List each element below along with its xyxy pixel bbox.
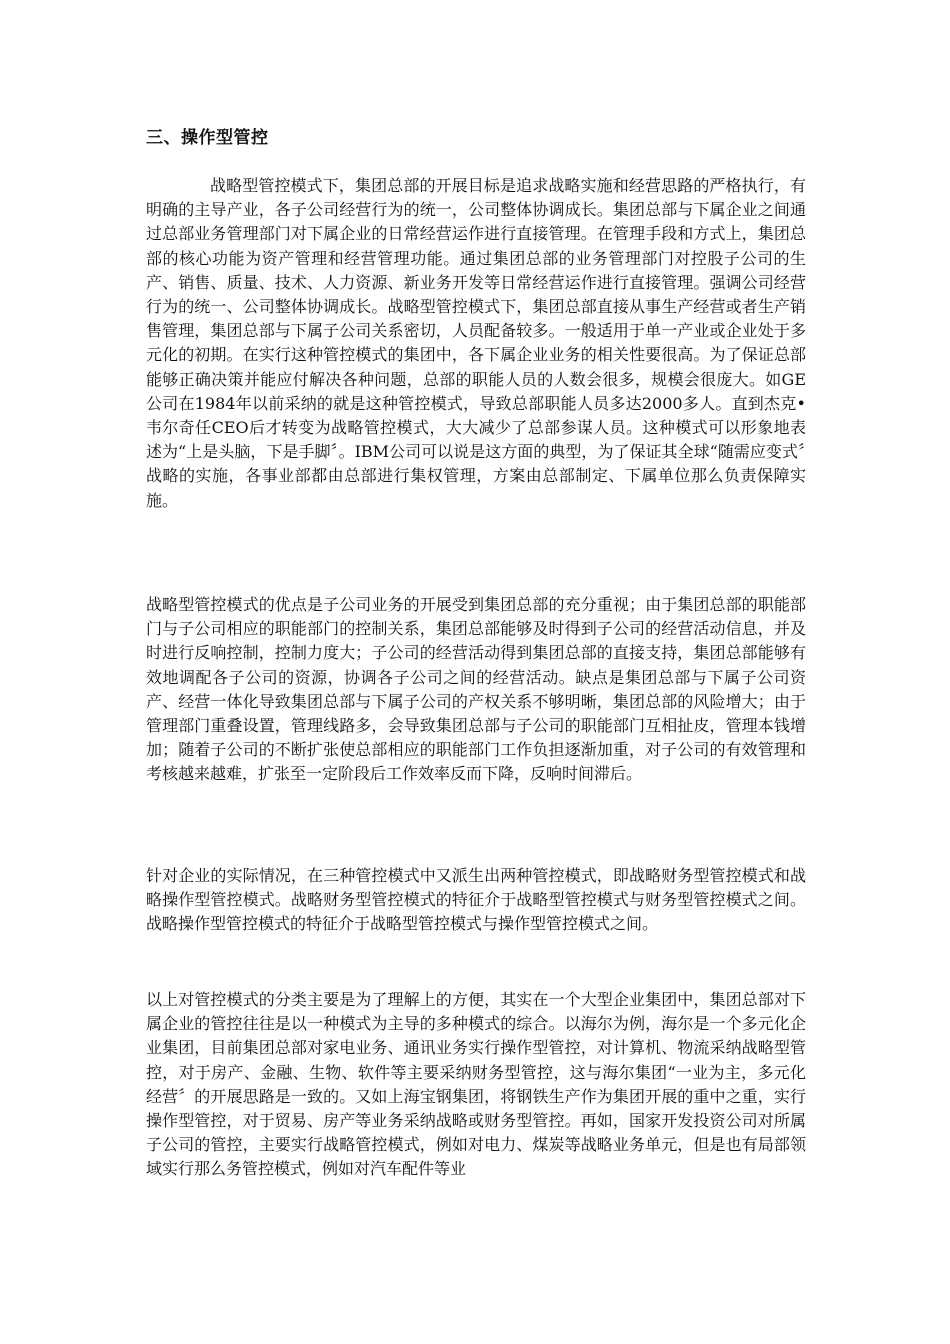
paragraph-strategic-control-overview: 战略型管控模式下，集团总部的开展目标是追求战略实施和经营思路的严格执行，有明确的主导产业，各子公司经营行为的统一，公司整体协调成长。集团总部与下属企业之间通过总部业务管理部门对下属企业的日常经营运作进行直接管理。在管理手段和方式上，集团总部的核心功能为资产管理和经营管理功能。通过集团总部的业务管理部门对控股子公司的生产、销售、质量、技术、人力资源、新业务开发等日常经营运作进行直接管理。强调公司经营行为的统一、公司整体协调成长。战略型管控模式下，集团总部直接从事生产经营或者生产销售管理，集团总部与下属子公司关系密切，人员配备较多。一般适用于单一产业或企业处于多元化的初期。在实行这种管控模式的集团中，各下属企业业务的相关性要很高。为了保证总部能够正确决策并能应付解决各种问题，总部的职能人员的人数会很多，规模会很庞大。如GE公司在1984年以前采纳的就是这种管控模式，导致总部职能人员多达2000多人。直到杰克•韦尔奇任CEO后才转变为战略管控模式，大大减少了总部参谋人员。这种模式可以形象地表述为“上是头脑，下是手脚〞。IBM公司可以说是这方面的典型，为了保证其全球“随需应变式〞战略的实施，各事业部都由总部进行集权管理，方案由总部制定、下属单位那么负责保障实施。	[146, 176, 806, 510]
paragraph-mixed-mode-examples: 以上对管控模式的分类主要是为了理解上的方便，其实在一个大型企业集团中，集团总部对下属企业的管控往往是以一种模式为主导的多种模式的综合。以海尔为例，海尔是一个多元化企业集团，目前集团总部对家电业务、通讯业务实行操作型管控，对计算机、物流采纳战略型管控，对于房产、金融、生物、软件等主要采纳财务型管控，这与海尔集团“一业为主，多元化经营〞的开展思路是一致的。又如上海宝钢集团，将钢铁生产作为集团开展的重中之重，实行操作型管控，对于贸易、房产等业务采纳战略或财务型管控。再如，国家开发投资公司对所属子公司的管控，主要实行战略管控模式，例如对电力、煤炭等战略业务单元，但是也有局部领域实行那么务管控模式，例如对汽车配件等业	[146, 990, 806, 1179]
paragraph-pros-and-cons: 战略型管控模式的优点是子公司业务的开展受到集团总部的充分重视；由于集团总部的职能部门与子公司相应的职能部门的控制关系，集团总部能够及时得到子公司的经营活动信息，并及时进行反响控制，控制力度大；子公司的经营活动得到集团总部的直接支持，集团总部能够有效地调配各子公司的资源，协调各子公司之间的经营活动。缺点是集团总部与下属子公司资产、经营一体化导致集团总部与下属子公司的产权关系不够明晰，集团总部的风险增大；由于管理部门重叠设置，管理线路多，会导致集团总部与子公司的职能部门互相扯皮，管理本钱增加；随着子公司的不断扩张使总部相应的职能部门工作负担逐渐加重，对子公司的有效管理和考核越来越难，扩张至一定阶段后工作效率反而下降，反响时间滞后。	[146, 595, 806, 784]
paragraph-derived-modes: 针对企业的实际情况，在三种管控模式中又派生出两种管控模式，即战略财务型管控模式和战略操作型管控模式。战略财务型管控模式的特征介于战略型管控模式与财务型管控模式之间。战略操作型管控模式的特征介于战略型管控模式与操作型管控模式之间。	[146, 866, 806, 934]
section-heading: 三、操作型管控	[146, 128, 269, 148]
